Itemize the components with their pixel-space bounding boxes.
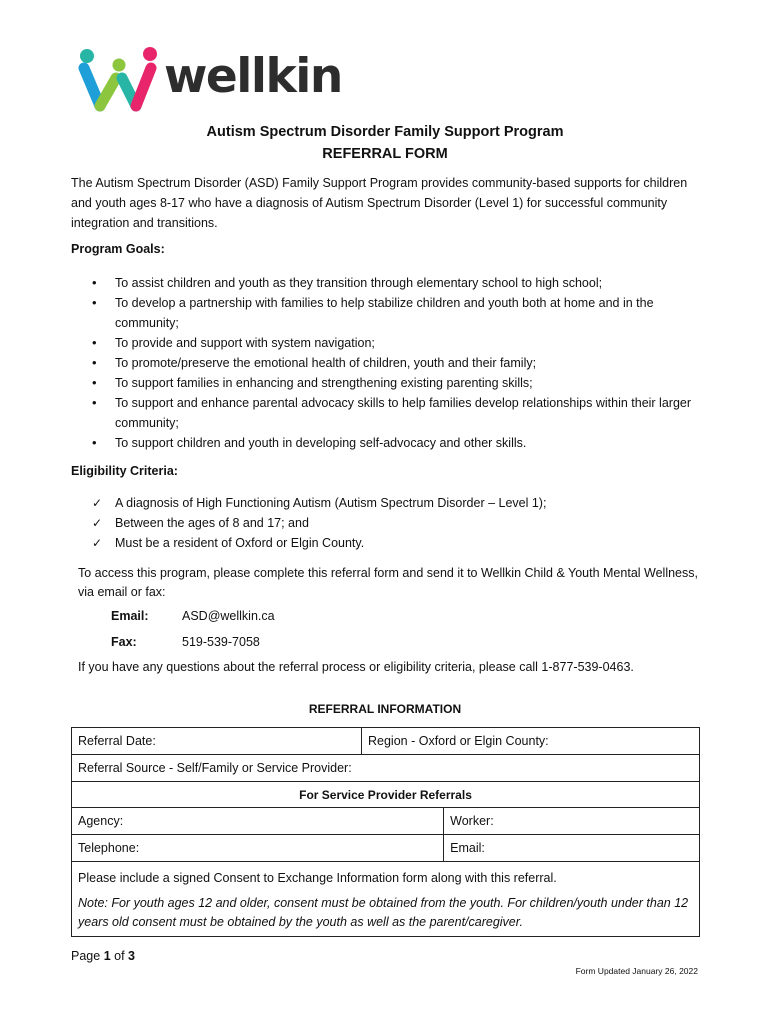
intro-paragraph: The Autism Spectrum Disorder (ASD) Family Support Program provides community-based supports for children and youth ages 8-17 who have a diagnosis of Autism Spectrum Disorder (Level 1) for successful community integration and transitions. [71, 176, 688, 230]
eligibility-item [92, 533, 692, 553]
goal-item: • To promote/preserve the emotional health of children, youth and their family; [92, 353, 704, 373]
goal-item: • To support families in enhancing and strengthening existing parenting skills; [92, 373, 704, 393]
consent-section [72, 862, 700, 937]
agency-field[interactable]: Agency: [72, 808, 444, 835]
program-goals-list [92, 273, 704, 453]
eligibility-item [92, 513, 692, 533]
form-updated-date: Form Updated January 26, 2022 [575, 966, 698, 976]
fax-label: Fax: [111, 635, 137, 649]
eligibility-list [92, 493, 692, 553]
eligibility-text: Between the ages of 8 and 17; and [115, 516, 309, 530]
referral-source-field[interactable]: Referral Source - Self/Family or Service Provider: [72, 755, 700, 782]
program-goals-heading: Program Goals: [71, 242, 165, 256]
checkmark-icon: ✓ [92, 516, 103, 530]
eligibility-heading: Eligibility Criteria: [71, 464, 178, 478]
page-prefix: Page [71, 949, 101, 963]
access-instructions: To access this program, please complete this referral form and send it to Wellkin Child & Youth Mental Wellness, via email or fax: [78, 566, 698, 599]
wellkin-logo-mark [78, 46, 162, 112]
page-of: of [114, 949, 125, 963]
worker-field[interactable]: Worker: [444, 808, 700, 835]
wellkin-logo [78, 46, 342, 112]
referral-form-table [71, 727, 700, 937]
goal-item: • To support and enhance parental advocacy skills to help families develop relationships within their larger community; [92, 393, 704, 433]
document-title: Autism Spectrum Disorder Family Support Program [206, 124, 564, 140]
eligibility-text: Must be a resident of Oxford or Elgin County. [115, 536, 365, 550]
consent-note: Note: For youth ages 12 and older, consent must be obtained from the youth. For children/youth under than 12 years old consent must be obtained by the youth as well as the parent/caregiver. [78, 896, 689, 929]
referral-information-heading: REFERRAL INFORMATION [308, 702, 462, 716]
logo-wordmark: wellkin [164, 49, 342, 104]
referral-date-field[interactable]: Referral Date: [72, 728, 362, 755]
page-number [71, 949, 135, 963]
questions-note: If you have any questions about the referral process or eligibility criteria, please call 1-877-539-0463. [78, 660, 634, 674]
goal-item: • To provide and support with system navigation; [92, 333, 704, 353]
provider-email-field[interactable]: Email: [444, 835, 700, 862]
email-address: ASD@wellkin.ca [182, 609, 275, 623]
service-provider-heading: For Service Provider Referrals [72, 782, 700, 808]
page-total: 3 [128, 949, 135, 963]
consent-instruction: Please include a signed Consent to Exchange Information form along with this referral. [78, 871, 557, 885]
goal-item: • To support children and youth in developing self-advocacy and other skills. [92, 433, 704, 453]
eligibility-text: A diagnosis of High Functioning Autism (Autism Spectrum Disorder – Level 1); [115, 496, 547, 510]
checkmark-icon: ✓ [92, 496, 103, 510]
telephone-field[interactable]: Telephone: [72, 835, 444, 862]
checkmark-icon: ✓ [92, 536, 103, 550]
page-current: 1 [103, 949, 111, 963]
email-label: Email: [111, 609, 149, 623]
goal-item: • To assist children and youth as they transition through elementary school to high school; [92, 273, 704, 293]
fax-number: 519-539-7058 [182, 635, 260, 649]
eligibility-item [92, 493, 692, 513]
document-subtitle: REFERRAL FORM [322, 146, 448, 162]
goal-item: • To develop a partnership with families to help stabilize children and youth both at home and in the community; [92, 293, 704, 333]
region-field[interactable]: Region - Oxford or Elgin County: [362, 728, 700, 755]
